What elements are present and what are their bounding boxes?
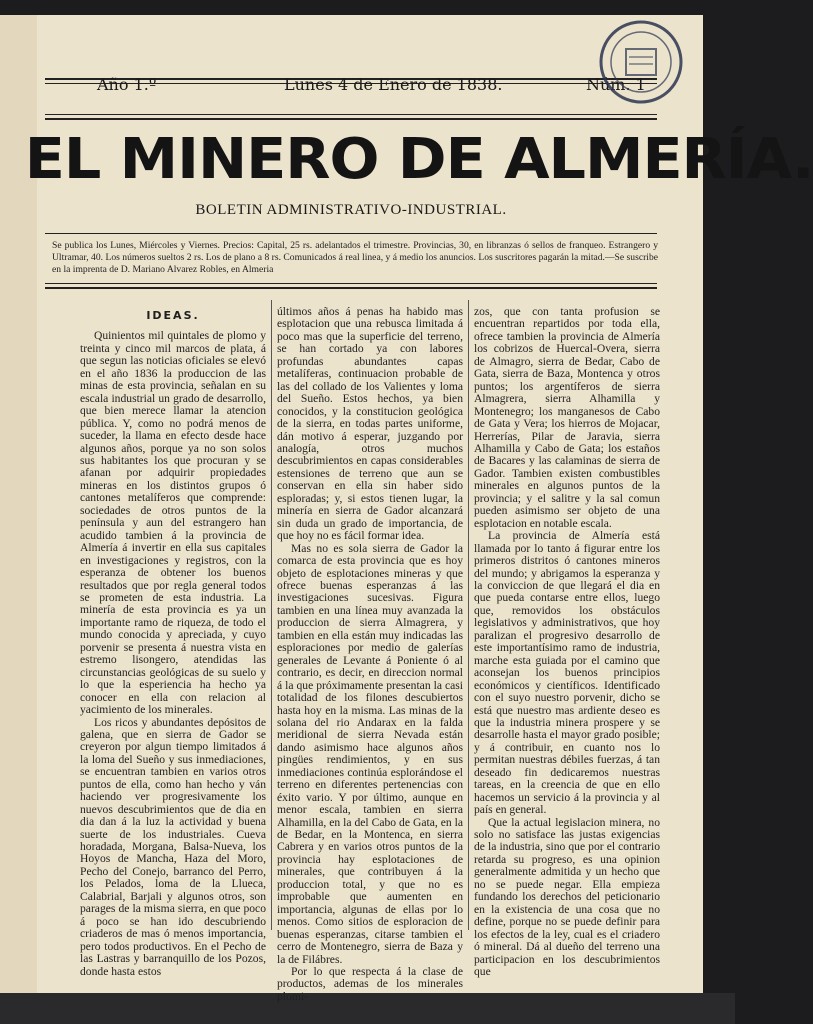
- article-paragraph: Mas no es sola sierra de Gador la comarca de esta provincia que es hoy objeto de esplotaciones mineras y que ofrece buenas esperanzas á las investigaciones sucesivas. Figura tambien en una línea muy avanzada la produccion de sierra Almagrera, y tambien en ella están muy indicadas las esploraciones por medio de galerías generales de Levante á Poniente ó al contrario, es decir, en direccion normal á la que próximamente presentan la casi totalidad de los filones descubiertos hasta hoy en la misma. Las minas de la solana del rio Andarax en la falda meridional de sierra Nevada están dando asimismo hace algunos años pingües rendimientos, y en sus inmediaciones continúa esplorándose el terreno en diferentes pertenencias con éxito vario. Y por último, aunque en menor escala, tambien en sierra Alhamilla, en la del Cabo de Gata, en la de Bedar, en la Montenca, en sierra Cabrera y en varios otros puntos de la provincia hay esplotaciones de minerales, que contribuyen á la produccion total, y que no es improbable que aumenten en importancia, algunas de ellas por lo menos. Como sitios de esploracion de buenas esperanzas, citarse tambien el cerro de Montenegro, sierra de Baza y la de Filábres.: [277, 541, 463, 966]
- issue-date: Lunes 4 de Enero de 1838.: [284, 75, 503, 94]
- article-paragraph: La provincia de Almería está llamada por lo tanto á figurar entre los primeros distritos ó cantones mineros del mundo; y abrigamos la esperanza y la conviccion de que llegará el dia en que pueda contarse entre ellos, luego que, removidos los obstáculos legislativos y administrativos, que hoy paralizan el progresivo desarrollo de este importantísimo ramo de industria, marche esta guiada por el camino que aconsejan los buenos principios económicos y científicos. Identificado con el suyo nuestro porvenir, dicho se está que nuestro mas ardiente deseo es que la industria minera prospere y se desarrolle hasta el mayor grado posible; y á contribuir, en cuanto nos lo permitan nuestras débiles fuerzas, á tan deseado fin dedicaremos nuestras tareas, en la creencia de que en ello hacemos un servicio á la provincia y al país en general.: [474, 529, 660, 817]
- column-divider: [271, 300, 272, 930]
- issue-number: Núm. 1: [586, 75, 646, 94]
- notice-rule-top: [45, 233, 657, 234]
- subscription-notice: Se publica los Lunes, Miércoles y Viernes. Precios: Capital, 25 rs. adelantados el trimestre. Provincias, 30, en libranzas ó sellos de franqueo. Estrangero y Ultramar, 40. Los números sueltos 2 rs. Los de plano a 8 rs. Comunicados á real linea, y á medio los anuncios. Los suscritores pagarán la mitad.—Se suscribe en la imprenta de D. Mariano Alvarez Robles, en Almeria: [52, 240, 658, 275]
- article-title: IDEAS.: [146, 309, 200, 322]
- article-paragraph: últimos años á penas ha habido mas esplotacion que una rebusca limitada á poco mas que la superficie del terreno, se han cortado ya con labores profundas abundantes capas metalíferas, continuacion probable de las del collado de los Valientes y loma del Sueño. Estos hechos, ya bien conocidos, y la constitucion geológica de la sierra, en todas partes uniforme, dán motivo á esperar, juzgando por analogía, otros muchos descubrimientos en capas considerables estensiones de terreno que aun se conservan en ella sin haber sido esploradas; y, si estos tienen lugar, la minería en sierra de Gador alcanzará sin duda un grado de importancia, de que hoy no es fácil formar idea.: [277, 305, 463, 543]
- article-paragraph: Quinientos mil quintales de plomo y treinta y cinco mil marcos de plata, á que segun las noticias oficiales se elevó en el año 1836 la produccion de las minas de esta provincia, señalan en su escala industrial un grado de desarrollo, que bien merece llamar la atencion pública. Y, como no podrá menos de suceder, la llama en efecto desde hace algunos años, porque ya no son solos sus habitantes los que procuran y se afanan por adquirir propiedades mineras en los distintos grupos ó cantones metalíferos que comprende: sociedades de otros puntos de la península y aun del estrangero han acudido tambien á la provincia de Almería á invertir en ella sus capitales en investigaciones y registros, con la esperanza de obtener los buenos resultados que por regla general todos se prometen de esta industria. La minería de esta provincia es ya un importante ramo de riqueza, de todo el mundo conocida y apreciada, y cuyo porvenir se presenta á nuestra vista en estremo lisongero, atendidas las circunstancias geológicas de su suelo y lo que la esperiencia ha hecho ya conocer en ella con relacion al yacimiento de los minerales.: [80, 329, 266, 717]
- masthead-title: EL MINERO DE ALMERÍA.: [24, 127, 813, 192]
- article-column-1: [80, 306, 266, 978]
- masthead-subtitle: BOLETIN ADMINISTRATIVO-INDUSTRIAL.: [195, 202, 507, 218]
- archive-stamp: [596, 17, 686, 107]
- column-divider: [468, 300, 469, 930]
- article-paragraph: Que la actual legislacion minera, no solo no satisface las justas exigencias de la industria, sino que por el contrario retarda su progreso, es una opinion generalmente admitida y un hecho que no se puede negar. Ella empieza fundando los derechos del peticionario en la existencia de una cosa que no define, porque no se puede definir para los efectos de la ley, cual es el criadero ó mineral. Dá al dueño del terreno una participacion en los descubrimientos que: [474, 815, 660, 979]
- article-column-3: [474, 305, 660, 979]
- article-paragraph: Por lo que respecta á la clase de productos, ademas de los minerales plomi-: [277, 965, 463, 1003]
- article-paragraph: Los ricos y abundantes depósitos de galena, que en sierra de Gador se creyeron por algun tiempo limitados á la loma del Sueño y sus inmediaciones, se encuentran tambien en varios otros puntos de ella, como han hecho y ván haciendo ver progresivamente los nuevos descubrimientos que de dia en dia dan á la luz la actividad y buena suerte de los industriales. Cueva horadada, Morgana, Balsa-Nueva, los Hoyos de Mancha, Haza del Moro, Pecho del Conejo, barranco del Perro, los Pelados, loma de la Llueca, Calabrial, Barjali y algunos otros, son parages de la misma sierra, en que poco á poco se han ido descubriendo criaderos de mas ó menos importancia, pero todos productivos. En el Pecho de las Lastras y barranquillo de los Pozos, donde hasta estos: [80, 715, 266, 978]
- notice-rule-bottom-thick: [45, 287, 657, 289]
- notice-rule-bottom: [45, 283, 657, 284]
- year-label: Año 1.º: [97, 75, 157, 94]
- article-column-2: [277, 305, 463, 1003]
- header-rule-mid-thick: [45, 118, 657, 120]
- header-rule-mid: [45, 114, 657, 115]
- article-paragraph: zos, que con tanta profusion se encuentran repartidos por toda ella, ofrece tambien la provincia de Almería los cobrizos de Huercal-Overa, sierra de Almagro, sierra de Bedar, Cabo de Gata, sierra de Baza, Montenca y otros puntos; los argentíferos de sierra Almagrera, sierra Alhamilla y Montenegro; los manganesos de Cabo de Gata y Vera; los hierros de Mojacar, Herrerías, Pilar de Jaravia, sierra Alhamilla y Cabo de Gata; los estaños de Bacares y las calaminas de sierra de Gador. Tambien existen combustibles minerales en algunos puntos de la provincia; y el salitre y la sal comun pueden asimismo ser objeto de una esplotacion en notable escala.: [474, 305, 660, 530]
